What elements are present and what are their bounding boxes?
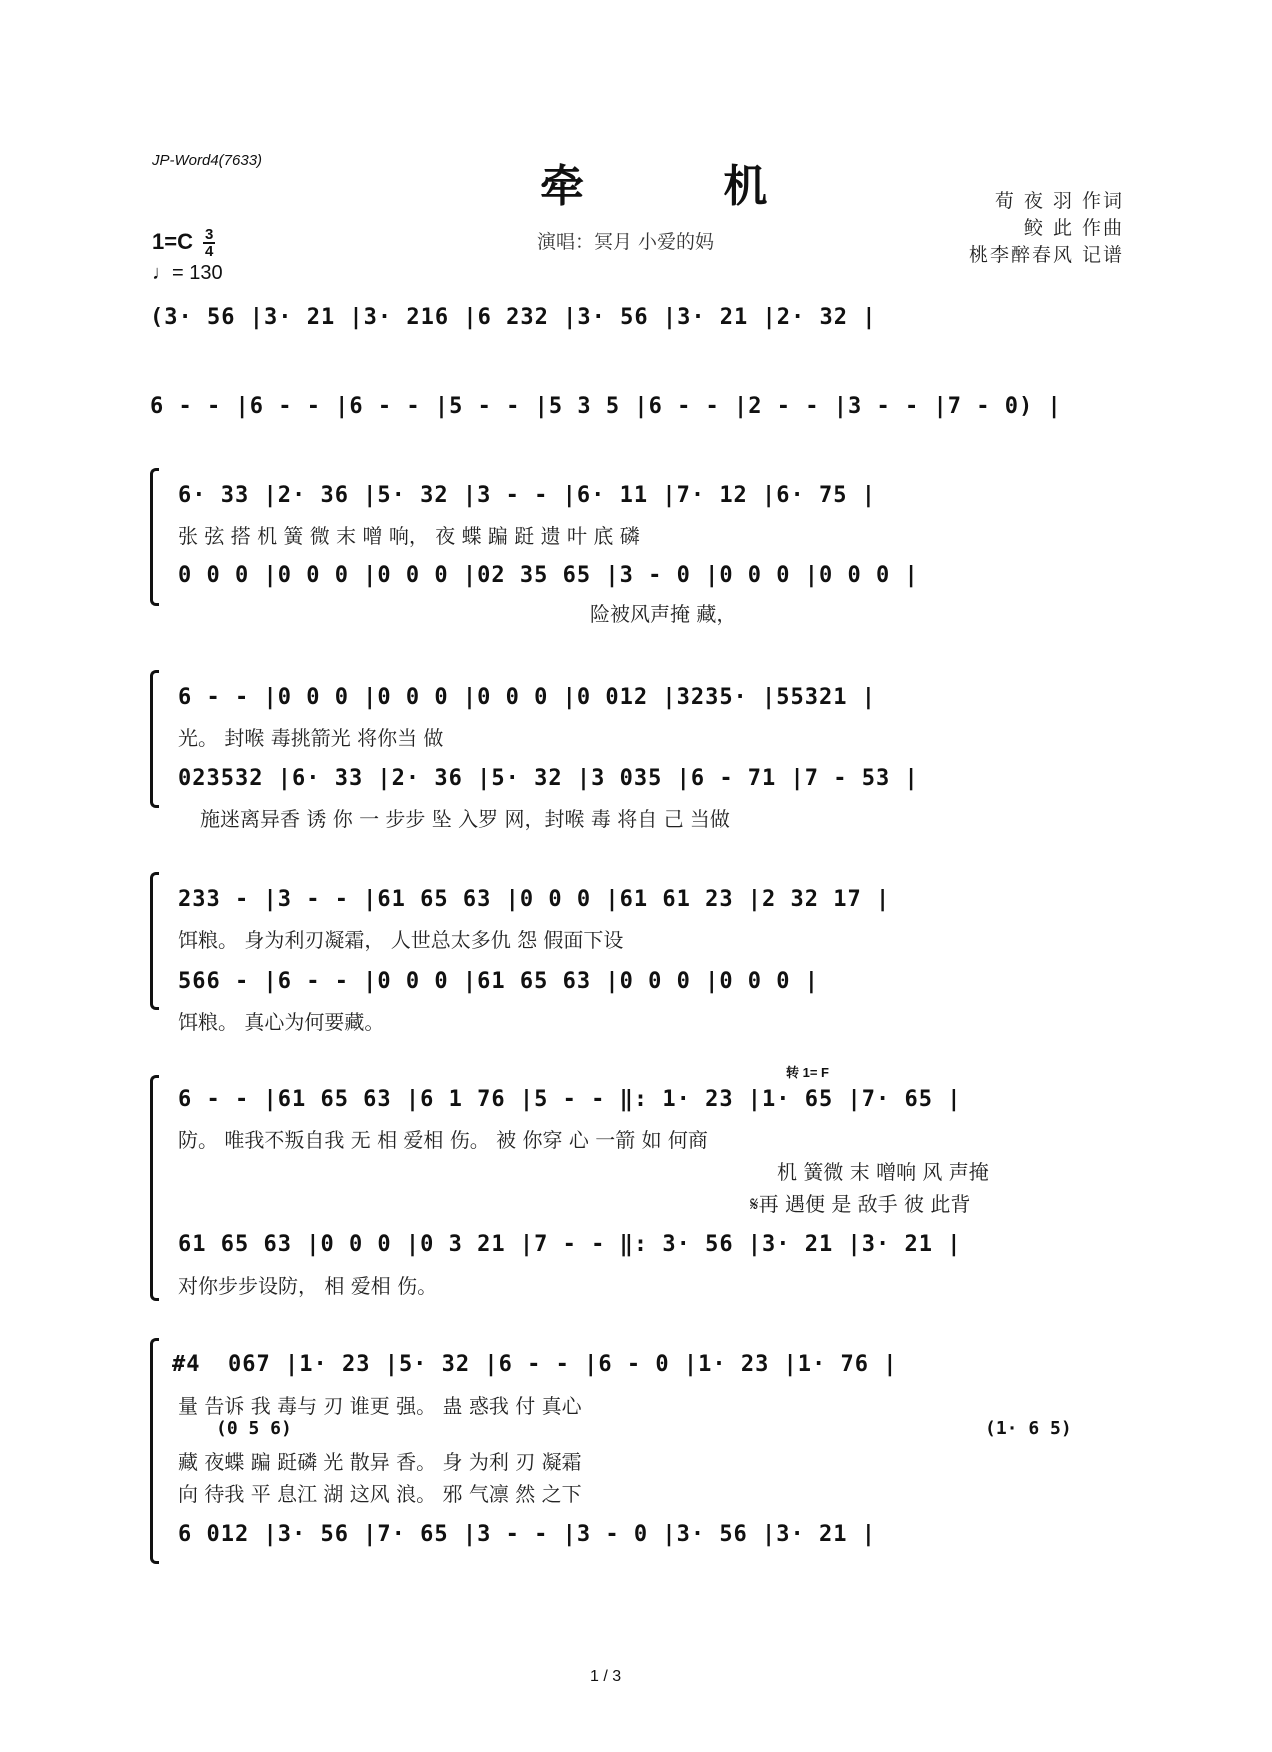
score-title: 牵 机 [540, 161, 830, 212]
system-5-upper-lyrics-1: 量 告诉 我 毒与 刃 谁更 强。 蛊 惑我 付 真心 [178, 1394, 582, 1418]
key-signature [152, 228, 215, 258]
modulation-marking: 转 1= F [786, 1065, 829, 1080]
system-2-lower-notes: 023532 |6· 33 |2· 36 |5· 32 |3 035 |6 - 71 |7 - 53 | [178, 766, 919, 791]
singers-credit: 演唱：冥月 小爱的妈 [537, 231, 715, 253]
system-2-lower-lyrics: 施迷离异香 诱 你 一 步步 坠 入罗 网，封喉 毒 将自 己 当做 [200, 807, 730, 831]
system-brace [150, 1075, 159, 1301]
system-4-lower-lyrics: 对你步步设防， 相 爱相 伤。 [178, 1274, 438, 1298]
system-5-modulation: #4 [172, 1352, 201, 1377]
system-4-upper-lyrics-3: 𝄋再 遇便 是 敌手 彼 此背 [750, 1192, 971, 1216]
page-number [590, 1668, 621, 1686]
system-3-upper-lyrics: 饵粮。 身为利刃凝霜， 人世总太多仇 怨 假面下设 [178, 928, 624, 952]
system-4-upper-notes: 6 - - |61 65 63 |6 1 76 |5 - - ‖: 1· 23 |1· 65 |7· 65 | [178, 1087, 962, 1112]
time-numerator: 3 [204, 226, 214, 243]
lyricist-credit: 荀 夜 羽 作词 [994, 190, 1124, 212]
intro-line-1: (3· 56 |3· 21 |3· 216 |6 232 |3· 56 |3· 21 |2· 32 | [150, 305, 877, 330]
system-1-lower-notes: 0 0 0 |0 0 0 |0 0 0 |02 35 65 |3 - 0 |0 0 0 |0 0 0 | [178, 563, 919, 588]
system-5-upper-notes: 067 |1· 23 |5· 32 |6 - - |6 - 0 |1· 23 |1· 76 | [228, 1352, 898, 1377]
system-5-upper-lyrics-2: 藏 夜蝶 蹁 跹磷 光 散异 香。 身 为利 刃 凝霜 [178, 1450, 582, 1474]
tempo-marking: ♩= 130 [152, 262, 223, 284]
key-label: 1=C [152, 228, 193, 254]
system-5-paren-right: (1· 6 5) [985, 1418, 1072, 1439]
system-5-upper-lyrics-3: 向 待我 平 息江 湖 这风 浪。 邪 气凛 然 之下 [178, 1482, 582, 1506]
system-4-upper-lyrics-1: 防。 唯我不叛自我 无 相 爱相 伤。 被 你穿 心 一箭 如 何商 [178, 1128, 708, 1152]
system-4-upper-lyrics-2: 机 簧微 末 噌响 风 声掩 [777, 1160, 989, 1184]
system-5-lower-notes: 6 012 |3· 56 |7· 65 |3 - - |3 - 0 |3· 56 |3· 21 | [178, 1522, 877, 1547]
system-brace [150, 670, 159, 808]
composer-credit: 鲛 此 作曲 [1023, 217, 1124, 239]
system-5-paren-left: (0 5 6) [216, 1418, 292, 1439]
system-3-lower-lyrics: 饵粮。 真心为何要藏。 [178, 1010, 385, 1034]
system-brace [150, 468, 159, 606]
page-number-text: 1 / 3 [590, 1668, 622, 1685]
system-brace [150, 872, 159, 1010]
system-1-upper-notes: 6· 33 |2· 36 |5· 32 |3 - - |6· 11 |7· 12 |6· 75 | [178, 483, 877, 508]
intro-line-2: 6 - - |6 - - |6 - - |5 - - |5 3 5 |6 - - |2 - - |3 - - |7 - 0) | [150, 394, 1062, 419]
system-4-lower-notes: 61 65 63 |0 0 0 |0 3 21 |7 - - ‖: 3· 56 |3· 21 |3· 21 | [178, 1232, 962, 1257]
time-signature [203, 228, 215, 258]
transcriber-credit: 桃李醉春风 记谱 [968, 244, 1124, 266]
system-3-upper-notes: 233 - |3 - - |61 65 63 |0 0 0 |61 61 23 |2 32 17 | [178, 887, 891, 912]
system-brace [150, 1338, 159, 1564]
system-1-lower-lyrics: 险被风声掩 藏， [590, 602, 737, 626]
time-denominator: 4 [204, 243, 214, 260]
system-3-lower-notes: 566 - |6 - - |0 0 0 |61 65 63 |0 0 0 |0 0 0 | [178, 969, 820, 994]
system-1-upper-lyrics: 张 弦 搭 机 簧 微 末 噌 响， 夜 蝶 蹁 跹 遗 叶 底 磷 [178, 524, 640, 548]
system-2-upper-notes: 6 - - |0 0 0 |0 0 0 |0 0 0 |0 012 |3235· |55321 | [178, 685, 877, 710]
source-tag: JP-Word4(7633) [152, 152, 263, 169]
system-2-upper-lyrics: 光。 封喉 毒挑箭光 将你当 做 [178, 726, 444, 750]
